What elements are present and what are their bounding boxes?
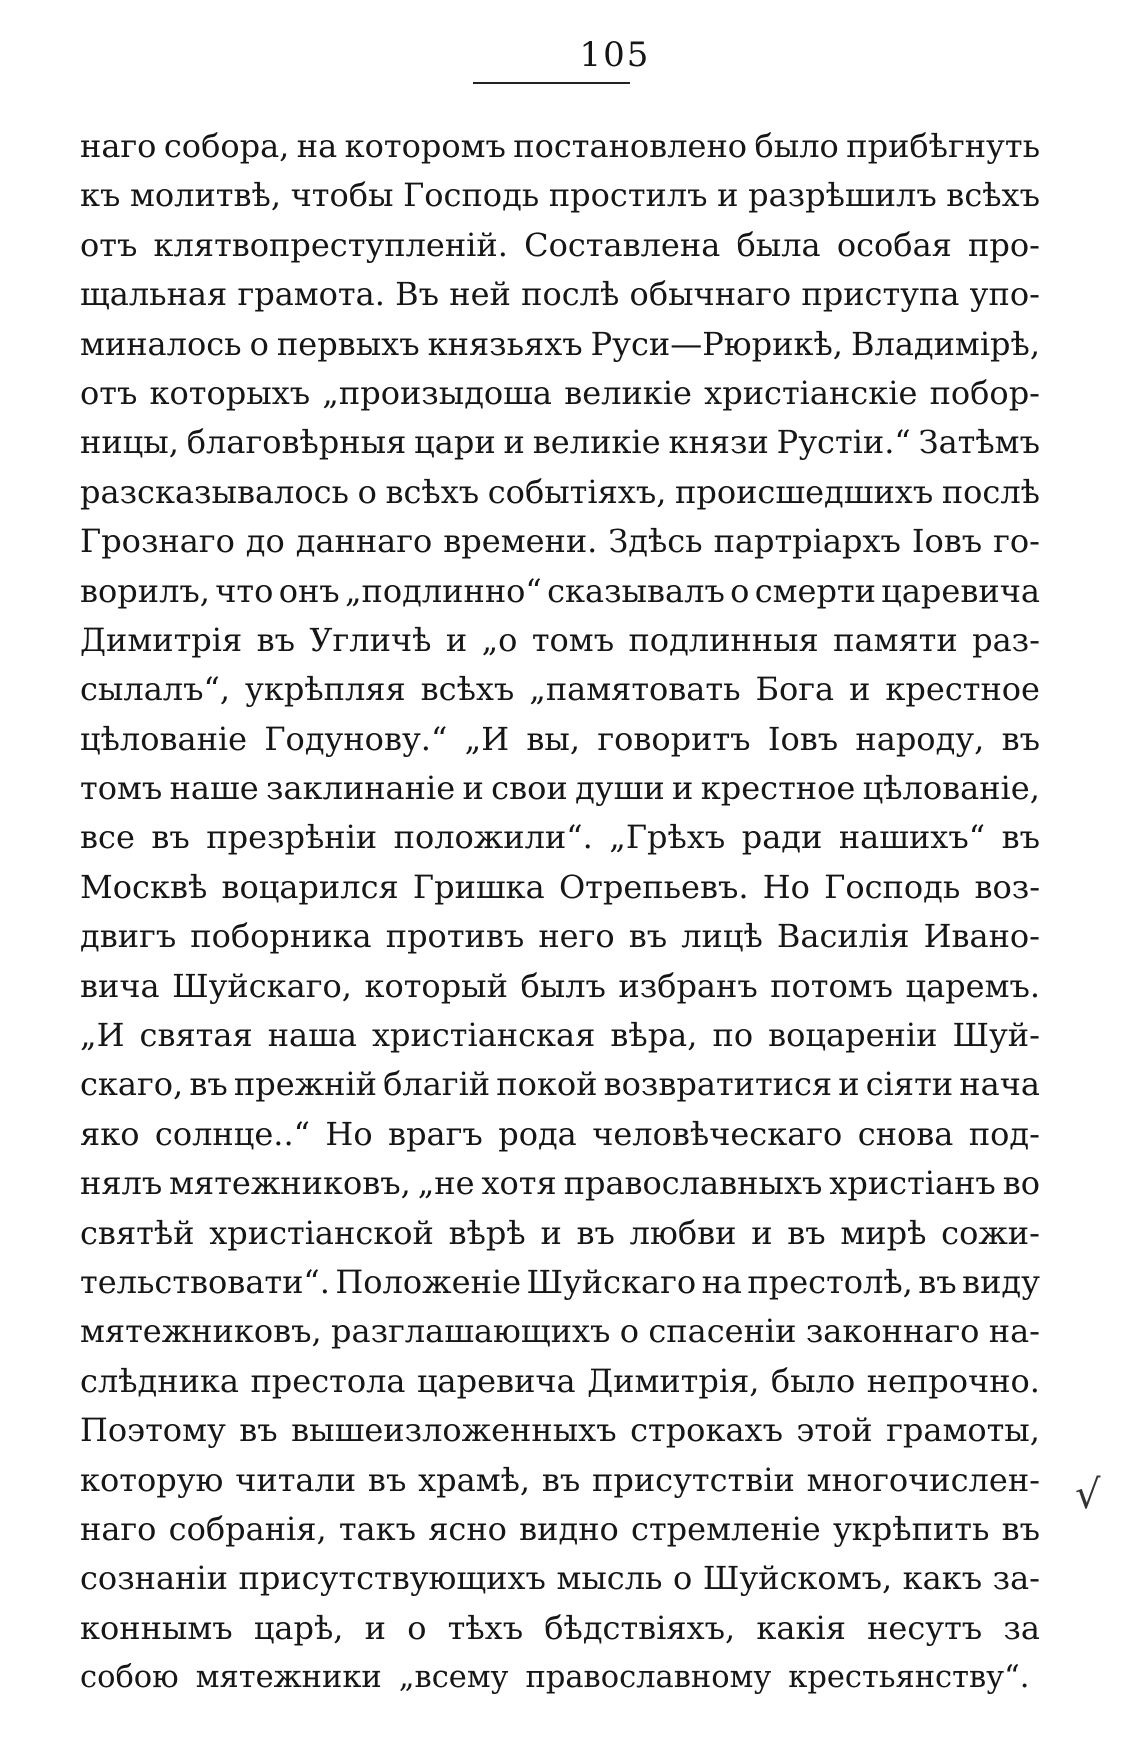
word: цѣлованіе, bbox=[862, 769, 1040, 808]
word: смерти bbox=[754, 571, 876, 610]
word: благій bbox=[383, 1065, 491, 1104]
word: говоритъ bbox=[597, 719, 751, 758]
word: спасеніи bbox=[648, 1312, 797, 1351]
word: Димитрія bbox=[80, 620, 243, 659]
word: событіяхъ, bbox=[487, 472, 667, 511]
word: отъ bbox=[80, 225, 138, 264]
word: упо- bbox=[969, 275, 1040, 314]
word: крестьянству“. bbox=[788, 1660, 1030, 1696]
word: и bbox=[445, 620, 468, 659]
word: въ bbox=[151, 818, 190, 857]
word: сіяти bbox=[865, 1065, 954, 1104]
word: какъ bbox=[902, 1559, 983, 1598]
word: читали bbox=[235, 1460, 357, 1499]
word: Господь bbox=[403, 176, 540, 215]
word: времени. bbox=[443, 522, 598, 561]
text-line bbox=[80, 1456, 1040, 1505]
word: въ bbox=[787, 1213, 826, 1252]
word: Москвѣ bbox=[80, 867, 208, 906]
word: воцареніи bbox=[768, 1016, 938, 1055]
word: Рустіи.“ bbox=[776, 423, 911, 462]
text-line bbox=[80, 1406, 1040, 1455]
word: мирѣ bbox=[840, 1213, 927, 1252]
word: которую bbox=[80, 1460, 224, 1499]
word: скаго, bbox=[80, 1065, 184, 1104]
word: избранъ bbox=[618, 966, 758, 1005]
word: Руси—Рюрикѣ, bbox=[590, 324, 843, 363]
word: который bbox=[364, 966, 508, 1005]
text-line bbox=[80, 962, 1040, 1011]
word: молитвѣ, bbox=[129, 176, 281, 215]
text-line bbox=[80, 1307, 1040, 1356]
word: въ bbox=[1001, 1509, 1040, 1548]
word: противъ bbox=[385, 917, 525, 956]
word: о bbox=[619, 1312, 639, 1351]
word: въ bbox=[1001, 719, 1040, 758]
word: воцарился bbox=[221, 867, 399, 906]
word: святѣй bbox=[80, 1213, 195, 1252]
word: и bbox=[717, 176, 739, 215]
word: Іовъ bbox=[767, 719, 839, 758]
word: двигъ bbox=[80, 917, 177, 956]
word: и bbox=[672, 769, 694, 808]
word: собора, bbox=[163, 127, 290, 165]
word: онъ bbox=[278, 571, 340, 610]
word: цари bbox=[414, 423, 496, 462]
word: всѣхъ bbox=[420, 670, 515, 709]
word: и bbox=[462, 769, 484, 808]
word: солнце..“ bbox=[154, 1114, 310, 1153]
word: Въ bbox=[395, 275, 440, 314]
word: было bbox=[754, 127, 839, 165]
word: престолѣ, bbox=[747, 1262, 913, 1301]
word: вѣра, bbox=[610, 1016, 698, 1055]
text-line bbox=[80, 1653, 1040, 1702]
word: послѣ bbox=[521, 275, 620, 314]
word: въ bbox=[367, 1460, 407, 1499]
text-line bbox=[80, 1604, 1040, 1653]
word: ясно bbox=[428, 1509, 507, 1548]
word: приступа bbox=[801, 275, 960, 314]
word: православному bbox=[525, 1660, 772, 1696]
word: яко bbox=[80, 1114, 140, 1153]
text-line bbox=[80, 1011, 1040, 1060]
word: наше bbox=[169, 769, 259, 808]
text-line bbox=[80, 171, 1040, 220]
word: „И bbox=[464, 719, 510, 758]
word: мятежники bbox=[195, 1660, 382, 1696]
word: Гришка bbox=[412, 867, 545, 906]
word: побор- bbox=[929, 373, 1040, 412]
word: первыхъ bbox=[276, 324, 420, 363]
word: которыхъ bbox=[149, 373, 311, 412]
text-line bbox=[80, 1060, 1040, 1109]
word: христіанская bbox=[372, 1016, 596, 1055]
word: былъ bbox=[520, 966, 606, 1005]
text-line bbox=[80, 122, 1040, 171]
word: мятежниковъ, bbox=[169, 1164, 411, 1203]
body-text bbox=[80, 122, 1040, 1703]
word: за- bbox=[992, 1559, 1040, 1598]
word: и bbox=[540, 1213, 562, 1252]
word: христіанской bbox=[209, 1213, 434, 1252]
word: Но bbox=[325, 1114, 373, 1153]
word: нялъ bbox=[80, 1164, 163, 1203]
word: великіе bbox=[564, 373, 692, 412]
word: снова bbox=[857, 1114, 954, 1153]
word: Димитрія, bbox=[587, 1361, 760, 1400]
word: виду bbox=[962, 1262, 1040, 1301]
word: Поэтому bbox=[80, 1411, 226, 1450]
word: вѣрѣ bbox=[448, 1213, 526, 1252]
word: „произыдоша bbox=[322, 373, 552, 412]
word: простилъ bbox=[548, 176, 708, 215]
text-line bbox=[80, 1110, 1040, 1159]
word: и bbox=[849, 670, 871, 709]
word: презрѣніи bbox=[206, 818, 378, 857]
word: сылалъ“, bbox=[80, 670, 231, 709]
word: нача bbox=[959, 1065, 1040, 1104]
margin-check-mark: √ bbox=[1075, 1472, 1101, 1518]
word: Положеніе bbox=[335, 1262, 522, 1301]
word: постановлено bbox=[513, 127, 748, 165]
word: лицѣ bbox=[681, 917, 763, 956]
text-line bbox=[80, 418, 1040, 467]
word: партріархъ bbox=[713, 522, 901, 561]
word: на- bbox=[988, 1312, 1040, 1351]
word: „памятовать bbox=[529, 670, 741, 709]
text-line bbox=[80, 616, 1040, 665]
text-line bbox=[80, 863, 1040, 912]
word: вы, bbox=[526, 719, 581, 758]
word: о bbox=[357, 472, 377, 511]
text-line bbox=[80, 1258, 1040, 1307]
word: Составлена bbox=[524, 225, 721, 264]
word: прежній bbox=[233, 1065, 377, 1104]
word: „не bbox=[417, 1164, 475, 1203]
word: въ bbox=[918, 1262, 957, 1301]
word: щальная bbox=[80, 275, 228, 314]
word: бѣдствіяхъ, bbox=[544, 1608, 736, 1647]
word: престола bbox=[250, 1361, 406, 1400]
word: крестное bbox=[885, 670, 1040, 709]
word: и bbox=[751, 1213, 773, 1252]
word: сказывалъ bbox=[547, 571, 725, 610]
word: Но bbox=[762, 867, 810, 906]
word: Василія bbox=[776, 917, 910, 956]
word: подлинныя bbox=[628, 620, 819, 659]
word: законнаго bbox=[805, 1312, 980, 1351]
word: царевича bbox=[881, 571, 1040, 610]
word: „всему bbox=[398, 1660, 509, 1696]
word: многочислен- bbox=[806, 1460, 1040, 1499]
word: клятвопреступленій. bbox=[153, 225, 508, 264]
word: Владимірѣ, bbox=[850, 324, 1040, 363]
word: христіанскіе bbox=[704, 373, 918, 412]
word: раз- bbox=[972, 620, 1040, 659]
word: наго bbox=[80, 1509, 157, 1548]
word: коннымъ bbox=[80, 1608, 233, 1647]
word: про- bbox=[968, 225, 1040, 264]
word: разсказывалось bbox=[80, 472, 349, 511]
word: была bbox=[736, 225, 821, 264]
word: заклинаніе bbox=[266, 769, 456, 808]
word: го- bbox=[993, 522, 1040, 561]
word: ней bbox=[449, 275, 511, 314]
word: грамоты, bbox=[886, 1411, 1040, 1450]
text-line bbox=[80, 567, 1040, 616]
word: во bbox=[1002, 1164, 1040, 1203]
word: „подлинно“ bbox=[344, 571, 542, 610]
word: особая bbox=[836, 225, 952, 264]
word: и bbox=[503, 423, 525, 462]
word: на bbox=[296, 127, 338, 165]
word: благовѣрныя bbox=[186, 423, 407, 462]
word: въ bbox=[541, 1460, 581, 1499]
word: Отрепьевъ. bbox=[558, 867, 749, 906]
text-line bbox=[80, 1159, 1040, 1208]
word: любви bbox=[629, 1213, 737, 1252]
word: и bbox=[364, 1608, 386, 1647]
word: тѣхъ bbox=[447, 1608, 524, 1647]
word: какія bbox=[756, 1608, 846, 1647]
text-line bbox=[80, 1554, 1040, 1603]
word: ворилъ, bbox=[80, 571, 210, 610]
word: о bbox=[407, 1608, 427, 1647]
word: присутствіи bbox=[592, 1460, 795, 1499]
word: „И bbox=[80, 1016, 125, 1055]
word: мысль bbox=[556, 1559, 663, 1598]
word: укрѣпляя bbox=[245, 670, 406, 709]
word: врагъ bbox=[388, 1114, 483, 1153]
word: въ bbox=[239, 1411, 278, 1450]
word: разрѣшилъ bbox=[748, 176, 937, 215]
word: вышеизложенныхъ bbox=[291, 1411, 617, 1450]
word: великіе bbox=[532, 423, 661, 462]
word: Угличѣ bbox=[309, 620, 432, 659]
word: въ bbox=[1001, 818, 1040, 857]
word: въ bbox=[256, 620, 295, 659]
word: чтобы bbox=[290, 176, 394, 215]
header-rule bbox=[473, 82, 630, 84]
word: царемъ. bbox=[905, 966, 1040, 1005]
word: происшедшихъ bbox=[675, 472, 934, 511]
word: всѣхъ bbox=[946, 176, 1040, 215]
word: стремленіе bbox=[631, 1509, 821, 1548]
word: за bbox=[1003, 1608, 1040, 1647]
word: Годунову.“ bbox=[264, 719, 448, 758]
word: хотя bbox=[481, 1164, 557, 1203]
text-line bbox=[80, 1209, 1040, 1258]
word: памяти bbox=[833, 620, 958, 659]
word: собою bbox=[80, 1660, 179, 1696]
word: миналось bbox=[80, 324, 242, 363]
word: что bbox=[215, 571, 274, 610]
word: Шуй- bbox=[952, 1016, 1040, 1055]
word: Ивано- bbox=[923, 917, 1040, 956]
word: непрочно. bbox=[866, 1361, 1040, 1400]
word: такъ bbox=[338, 1509, 416, 1548]
word: рода bbox=[498, 1114, 577, 1153]
word: тельствовати“. bbox=[80, 1262, 330, 1301]
text-line bbox=[80, 517, 1040, 566]
text-line bbox=[80, 813, 1040, 862]
word: „Грѣхъ bbox=[609, 818, 726, 857]
word: Грознаго bbox=[80, 522, 235, 561]
word: обычнаго bbox=[629, 275, 792, 314]
word: мятежниковъ, bbox=[80, 1312, 322, 1351]
word: прибѣгнуть bbox=[846, 127, 1040, 165]
word: томъ bbox=[80, 769, 163, 808]
text-line bbox=[80, 715, 1040, 764]
page-number: 105 bbox=[579, 35, 651, 75]
word: на bbox=[701, 1262, 742, 1301]
text-line bbox=[80, 665, 1040, 714]
word: князьяхъ bbox=[427, 324, 583, 363]
word: наго bbox=[80, 127, 157, 165]
word: томъ bbox=[531, 620, 615, 659]
word: о bbox=[730, 571, 750, 610]
word: въ bbox=[628, 917, 668, 956]
word: слѣдника bbox=[80, 1361, 239, 1400]
word: присутствующихъ bbox=[238, 1559, 546, 1598]
word: въ bbox=[189, 1065, 228, 1104]
word: христіанъ bbox=[829, 1164, 996, 1203]
word: всѣхъ bbox=[385, 472, 480, 511]
word: князи bbox=[668, 423, 769, 462]
word: въ bbox=[576, 1213, 615, 1252]
word: крестное bbox=[700, 769, 856, 808]
word: нашихъ“ bbox=[838, 818, 986, 857]
word: отъ bbox=[80, 373, 138, 412]
word: Затѣмъ bbox=[918, 423, 1040, 462]
word: православныхъ bbox=[563, 1164, 823, 1203]
word: Шуйскаго bbox=[526, 1262, 697, 1301]
text-line bbox=[80, 1505, 1040, 1554]
word: послѣ bbox=[941, 472, 1040, 511]
word: покой bbox=[496, 1065, 598, 1104]
word: собранія, bbox=[168, 1509, 327, 1548]
text-line bbox=[80, 468, 1040, 517]
word: сознаніи bbox=[80, 1559, 228, 1598]
word: Іовъ bbox=[911, 522, 983, 561]
word: этой bbox=[796, 1411, 873, 1450]
word: потомъ bbox=[770, 966, 893, 1005]
word: Шуйскаго, bbox=[172, 966, 352, 1005]
text-line bbox=[80, 221, 1040, 270]
word: свои bbox=[491, 769, 568, 808]
word: возвратитися bbox=[603, 1065, 833, 1104]
word: ради bbox=[741, 818, 823, 857]
word: по bbox=[712, 1016, 754, 1055]
word: наша bbox=[267, 1016, 357, 1055]
word: и bbox=[838, 1065, 860, 1104]
word: до bbox=[245, 522, 285, 561]
word: укрѣпить bbox=[832, 1509, 990, 1548]
word: цѣлованіе bbox=[80, 719, 248, 758]
word: вича bbox=[80, 966, 160, 1005]
word: человѣческаго bbox=[592, 1114, 843, 1153]
word: все bbox=[80, 818, 135, 857]
text-line bbox=[80, 320, 1040, 369]
text-line bbox=[80, 764, 1040, 813]
word: под- bbox=[968, 1114, 1040, 1153]
word: царѣ, bbox=[253, 1608, 344, 1647]
word: народу, bbox=[855, 719, 985, 758]
word: положили“. bbox=[393, 818, 593, 857]
word: святая bbox=[139, 1016, 253, 1055]
word: къ bbox=[80, 176, 121, 215]
word: Господь bbox=[824, 867, 961, 906]
text-line bbox=[80, 369, 1040, 418]
word: разглашающихъ bbox=[331, 1312, 611, 1351]
word: Шуйскомъ, bbox=[702, 1559, 893, 1598]
word: Здѣсь bbox=[608, 522, 703, 561]
word: поборника bbox=[190, 917, 372, 956]
word: несутъ bbox=[867, 1608, 983, 1647]
word: грамота. bbox=[237, 275, 385, 314]
text-line bbox=[80, 270, 1040, 319]
word: Бога bbox=[755, 670, 835, 709]
word: „о bbox=[481, 620, 518, 659]
word: о bbox=[249, 324, 269, 363]
word: воз- bbox=[974, 867, 1040, 906]
word: даннаго bbox=[295, 522, 433, 561]
word: храмѣ, bbox=[418, 1460, 531, 1499]
word: строкахъ bbox=[630, 1411, 783, 1450]
word: него bbox=[538, 917, 615, 956]
word: о bbox=[673, 1559, 693, 1598]
word: души bbox=[575, 769, 665, 808]
word: которомъ bbox=[344, 127, 506, 165]
word: сожи- bbox=[941, 1213, 1040, 1252]
word: было bbox=[770, 1361, 856, 1400]
word: ницы, bbox=[80, 423, 179, 462]
text-line bbox=[80, 1357, 1040, 1406]
word: царевича bbox=[416, 1361, 576, 1400]
text-line bbox=[80, 912, 1040, 961]
word: видно bbox=[519, 1509, 619, 1548]
